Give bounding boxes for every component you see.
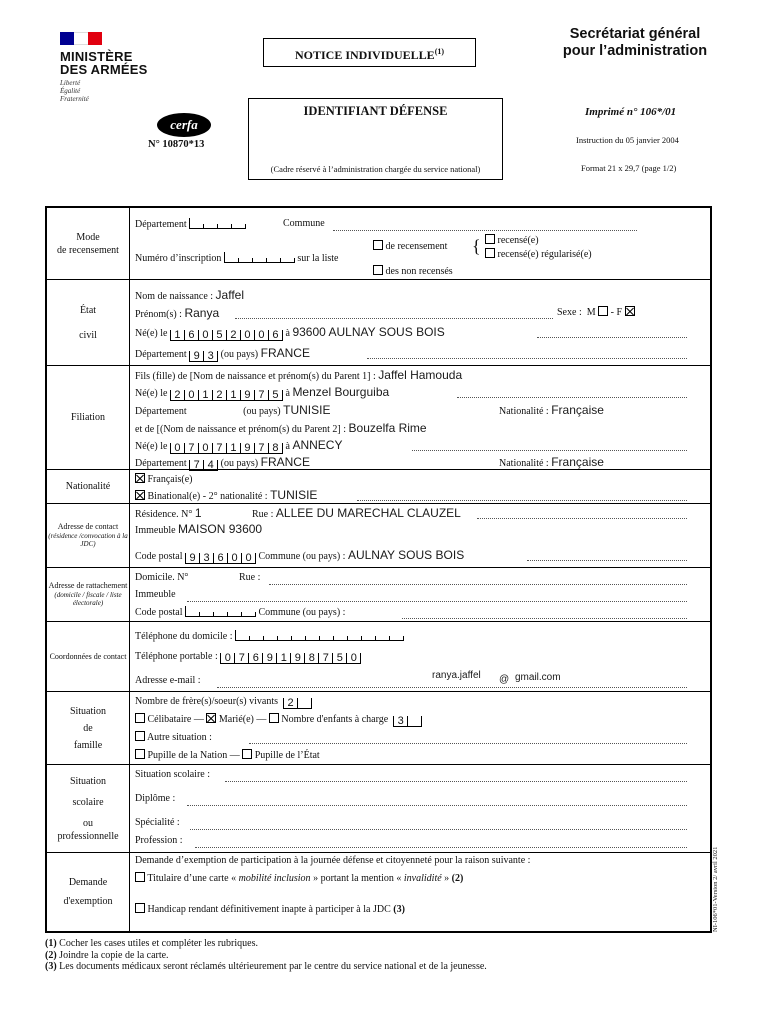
cerfa-logo: cerfa xyxy=(157,113,211,137)
domicile-field[interactable] xyxy=(135,572,188,583)
p1-pays-field[interactable] xyxy=(135,403,330,417)
checkbox-celibataire[interactable] xyxy=(135,713,145,723)
row-exemption xyxy=(47,853,710,931)
p1-a: à xyxy=(285,388,290,399)
ne-le-label: Né(e) le xyxy=(135,328,168,339)
imprime-number: Imprimé n° 106*/01 xyxy=(585,106,677,118)
francais-option[interactable] xyxy=(135,473,192,485)
label-contact-1: Adresse de contact xyxy=(57,522,119,532)
email-line xyxy=(217,687,687,688)
immeuble-value: MAISON 93600 xyxy=(178,522,263,536)
label-ratt-2: (domicile / fiscale / liste électorale) xyxy=(54,590,122,608)
diplome-label: Diplôme : xyxy=(135,793,176,804)
fn2-text: Joindre la copie de la carte. xyxy=(59,949,169,961)
tel-digit: 7 xyxy=(235,653,249,664)
immeuble-field[interactable] xyxy=(135,522,262,536)
parent2-value: Bouzelfa Rime xyxy=(348,421,427,435)
birth-digit: 0 xyxy=(255,330,269,341)
p2-birth-digit: 7 xyxy=(213,443,227,454)
fn3-text: Les documents médicaux seront réclamés ultérieurement par le centre du service national et de la jeunesse. xyxy=(59,961,487,972)
p1-ne-le: Né(e) le xyxy=(135,388,168,399)
freres-label: Nombre de frère(s)/soeur(s) vivants xyxy=(135,696,279,707)
row-mode-recensement xyxy=(47,208,710,280)
checkbox-binational[interactable] xyxy=(135,490,145,500)
row-adresse-contact xyxy=(47,504,710,568)
cp-digit: 9 xyxy=(186,553,200,564)
footnotes xyxy=(45,938,487,973)
label-exemption xyxy=(47,853,130,931)
etat-matrimonial[interactable] xyxy=(135,713,422,727)
cp-digit: 0 xyxy=(228,553,242,564)
form-table xyxy=(45,206,712,933)
birth-date-boxes[interactable] xyxy=(170,330,283,341)
label-exe-1: Demande xyxy=(68,877,108,888)
p1-birth-digit: 5 xyxy=(269,390,283,401)
notice-title-text: NOTICE INDIVIDUELLE xyxy=(294,48,435,62)
checkbox-non-recenses[interactable] xyxy=(373,265,383,275)
p1-birth-digit: 2 xyxy=(213,390,227,401)
mode-recense-label: recensé(e) xyxy=(497,235,539,246)
birth-place-line xyxy=(537,337,687,338)
ou-pays-label: (ou pays) xyxy=(220,349,259,360)
cp-digit: 3 xyxy=(200,553,214,564)
p1-birth-boxes[interactable] xyxy=(170,390,283,401)
cerfa-number: N° 10870*13 xyxy=(148,139,205,150)
side-reference xyxy=(712,812,726,932)
mode-non-recenses-label: des non recensés xyxy=(385,266,453,277)
format-info: Format 21 x 29,7 (page 1/2) xyxy=(581,163,677,173)
tel-domicile-boxes[interactable] xyxy=(235,630,404,641)
nom-naissance-field[interactable] xyxy=(135,288,244,302)
row-scolaire xyxy=(47,765,710,853)
ratt-commune-label: Commune (ou pays) : xyxy=(258,607,346,618)
email-label: Adresse e-mail : xyxy=(135,675,201,686)
p2-birth-digit: 0 xyxy=(171,443,185,454)
sexe-label: Sexe : xyxy=(557,307,582,318)
cp-label: Code postal xyxy=(135,551,183,562)
ministry-name-line2: DES ARMÉES xyxy=(60,62,148,77)
handicap-text: Handicap rendant définitivement inapte à participer à la JDC xyxy=(147,904,391,915)
cp-field[interactable] xyxy=(135,548,464,564)
p2-birth-digit: 8 xyxy=(269,443,283,454)
email-user: ranya.jaffel xyxy=(432,670,481,681)
identifiant-defense-box xyxy=(248,98,503,180)
label-etat-civil xyxy=(47,280,130,365)
autre-label: Autre situation : xyxy=(146,732,212,743)
label-fam-1: Situation xyxy=(69,705,107,717)
email-at: @ xyxy=(499,674,510,685)
tel-digit: 9 xyxy=(291,653,305,664)
ratt-cp-boxes[interactable] xyxy=(185,606,256,617)
birth-digit: 0 xyxy=(199,330,213,341)
label-civil: civil xyxy=(79,329,97,341)
label-etat: État xyxy=(79,304,97,316)
p2-dept-digit: 7 xyxy=(190,460,204,471)
handicap-ref: (3) xyxy=(393,904,405,915)
checkbox-recense-regularise[interactable] xyxy=(485,248,495,258)
sexe-f-label: F xyxy=(616,307,623,318)
tel-digit: 7 xyxy=(319,653,333,664)
motto-egalite: Égalité xyxy=(60,87,81,95)
checkbox-sexe-m[interactable] xyxy=(598,306,608,316)
ratt-rue-label: Rue : xyxy=(239,572,261,583)
carte-text-d: invalidité xyxy=(403,873,442,884)
ratt-cp-label: Code postal xyxy=(135,607,183,618)
residence-field[interactable] xyxy=(135,506,202,520)
immeuble-label: Immeuble xyxy=(135,525,176,536)
p2-ne-le: Né(e) le xyxy=(135,441,168,452)
side-reference-text: NI-106*01-Version 2/ avril 2021 xyxy=(712,846,719,932)
checkbox-marie[interactable] xyxy=(206,713,216,723)
rue-line xyxy=(477,518,687,519)
sexe-field[interactable] xyxy=(557,306,635,318)
freres-boxes[interactable] xyxy=(283,698,312,709)
fn1-text: Cocher les cases utiles et compléter les rubriques. xyxy=(59,938,258,949)
tel-digit: 0 xyxy=(347,653,361,664)
ministry-name-line1: MINISTÈRE xyxy=(60,49,133,64)
p2-dept-label: Département xyxy=(135,458,187,469)
birth-digit: 0 xyxy=(241,330,255,341)
mode-commune-label: Commune xyxy=(283,218,325,229)
ratt-immeuble-line[interactable] xyxy=(187,601,687,602)
p2-birth-digit: 1 xyxy=(227,443,241,454)
checkbox-de-recensement[interactable] xyxy=(373,240,383,250)
motto-fraternite: Fraternité xyxy=(60,95,89,103)
parent1-field[interactable] xyxy=(135,368,462,382)
birth-digit: 6 xyxy=(269,330,283,341)
mode-departement-label: Département xyxy=(135,219,187,230)
p2-dept-digit: 4 xyxy=(204,460,218,471)
footnote-1 xyxy=(45,938,487,950)
label-adresse-contact xyxy=(47,504,130,567)
p2-ou-pays: (ou pays) xyxy=(220,458,259,469)
fn1-num: (1) xyxy=(45,938,57,949)
francais-label: Français(e) xyxy=(147,474,193,485)
departement-field[interactable] xyxy=(135,346,310,362)
sg-line1: Secrétariat général xyxy=(569,26,701,42)
commune-value: AULNAY SOUS BOIS xyxy=(347,548,465,562)
mode-non-recenses[interactable] xyxy=(373,265,453,277)
dept-label: Département xyxy=(135,349,187,360)
checkbox-carte-invalidite[interactable] xyxy=(135,872,145,882)
motto-liberte: Liberté xyxy=(60,79,81,87)
mode-recense-regularise[interactable] xyxy=(485,248,592,260)
cp-digit: 6 xyxy=(214,553,228,564)
mode-inscription-boxes[interactable] xyxy=(224,252,295,263)
tel-portable-label: Téléphone portable : xyxy=(135,651,218,662)
exemption-intro: Demande d’exemption de participation à la journée défense et citoyenneté pour la raison suivante : xyxy=(135,855,531,866)
exemption-carte[interactable] xyxy=(135,872,463,884)
parent1-value: Jaffel Hamouda xyxy=(378,368,463,382)
p1-place-line xyxy=(457,397,687,398)
parent2-field[interactable] xyxy=(135,421,427,435)
mode-inscription[interactable] xyxy=(135,252,338,264)
birth-digit: 2 xyxy=(227,330,241,341)
tel-digit: 0 xyxy=(221,653,235,664)
p2-birth-place: ANNECY xyxy=(292,438,343,452)
autre-situation[interactable] xyxy=(135,731,212,743)
tel-digit: 8 xyxy=(305,653,319,664)
p1-birth-digit: 0 xyxy=(185,390,199,401)
p1-pays: TUNISIE xyxy=(283,403,331,417)
p1-birth-digit: 2 xyxy=(171,390,185,401)
dept-digit: 3 xyxy=(204,351,218,362)
ratt-immeuble-label: Immeuble xyxy=(135,589,176,600)
p1-ou-pays: (ou pays) xyxy=(243,406,281,417)
profession-line[interactable] xyxy=(195,847,687,848)
marie-label: Marié(e) — xyxy=(218,714,267,725)
label-mode-1: Mode xyxy=(76,231,100,243)
ratt-rue-line[interactable] xyxy=(269,584,687,585)
checkbox-recense[interactable] xyxy=(485,234,495,244)
checkbox-enfants[interactable] xyxy=(269,713,279,723)
tel-domicile-field[interactable] xyxy=(135,630,404,642)
label-ratt-1: Adresse de rattachement xyxy=(48,581,128,591)
enfants-value: 3 xyxy=(394,716,408,727)
checkbox-handicap[interactable] xyxy=(135,903,145,913)
ratt-commune-line[interactable] xyxy=(402,618,687,619)
label-sco-2: scolaire xyxy=(72,796,104,808)
domicile-label: Domicile. N° xyxy=(135,572,189,583)
nom-naissance-value: Jaffel xyxy=(215,288,245,302)
rue-field[interactable] xyxy=(252,506,461,520)
label-mode-2: de recensement xyxy=(57,244,119,256)
birth-digit: 1 xyxy=(171,330,185,341)
residence-numero: 1 xyxy=(194,506,202,520)
label-mode xyxy=(47,208,130,279)
carte-text-a: Titulaire d’une carte « xyxy=(147,873,237,884)
fn2-num: (2) xyxy=(45,949,57,961)
enfants-boxes[interactable] xyxy=(393,716,422,727)
checkbox-sexe-f[interactable] xyxy=(625,306,635,316)
mode-commune-line[interactable] xyxy=(333,230,637,231)
label-filiation: Filiation xyxy=(47,366,130,469)
email-domain: gmail.com xyxy=(515,672,561,683)
label-sco-1: Situation xyxy=(69,775,107,787)
autre-line[interactable] xyxy=(249,743,687,744)
row-nationalite xyxy=(47,470,710,504)
label-scolaire xyxy=(47,765,130,852)
mode-de-recensement[interactable] xyxy=(373,240,447,252)
instruction-date: Instruction du 05 janvier 2004 xyxy=(576,135,679,145)
p2-pays: FRANCE xyxy=(260,455,310,469)
checkbox-autre[interactable] xyxy=(135,731,145,741)
pupille-etat-label: Pupille de l’État xyxy=(254,750,320,761)
pays-line xyxy=(367,358,687,359)
dept-boxes[interactable] xyxy=(189,351,218,362)
freres-field[interactable] xyxy=(135,696,312,709)
date-naissance-field[interactable] xyxy=(135,325,445,341)
french-flag-icon xyxy=(60,32,102,45)
label-coordonnees: Coordonnées de contact xyxy=(47,622,130,691)
parent1-label: Fils (fille) de [Nom de naissance et prénom(s) du Parent 1] : xyxy=(135,371,376,382)
ministry-logo xyxy=(48,22,160,122)
p2-nat-value: Française xyxy=(551,455,604,469)
label-exe-2: d'exemption xyxy=(63,896,113,907)
p2-place-line xyxy=(412,450,687,451)
row-etat-civil xyxy=(47,280,710,366)
parent2-label: et de [(Nom de naissance et prénom(s) du Parent 2] : xyxy=(135,424,347,435)
binational-label: Binational(e) - 2° nationalité : xyxy=(147,491,268,502)
mode-departement[interactable] xyxy=(135,218,246,230)
second-nationalite: TUNISIE xyxy=(270,488,318,502)
checkbox-pupille-etat[interactable] xyxy=(242,749,252,759)
sexe-sep: - xyxy=(610,307,614,318)
row-famille xyxy=(47,692,710,765)
profession-label: Profession : xyxy=(135,835,183,846)
label-sco-3: ou xyxy=(83,817,93,829)
label-fam-2: de xyxy=(83,722,93,734)
nom-naissance-label: Nom de naissance : xyxy=(135,291,214,302)
label-nationalite: Nationalité xyxy=(47,470,130,503)
enfants-label: Nombre d'enfants à charge xyxy=(281,714,389,725)
tel-digit: 1 xyxy=(277,653,291,664)
cp-digit: 0 xyxy=(242,553,256,564)
mode-sur-liste: sur la liste xyxy=(297,253,339,264)
footnote-3 xyxy=(45,961,487,973)
mode-regularise-label: recensé(e) régularisé(e) xyxy=(497,249,592,260)
p1-birth-place: Menzel Bourguiba xyxy=(292,385,390,399)
p2-birth-boxes[interactable] xyxy=(170,443,283,454)
checkbox-francais[interactable] xyxy=(135,473,145,483)
tel-portable-field[interactable] xyxy=(135,651,361,664)
tel-portable-boxes[interactable] xyxy=(220,653,361,664)
a-label: à xyxy=(285,328,290,339)
p1-birth-digit: 1 xyxy=(199,390,213,401)
prenoms-value: Ranya xyxy=(184,306,220,320)
sexe-m-label: M xyxy=(586,307,596,318)
birth-digit: 5 xyxy=(213,330,227,341)
email-field[interactable] xyxy=(135,675,201,686)
p2-birth-digit: 7 xyxy=(255,443,269,454)
exemption-handicap[interactable] xyxy=(135,903,405,915)
p2-birth-digit: 9 xyxy=(241,443,255,454)
prenoms-line xyxy=(235,318,553,319)
specialite-label: Spécialité : xyxy=(135,817,180,828)
prenoms-label: Prénom(s) : xyxy=(135,309,182,320)
rue-value: ALLEE DU MARECHAL CLAUZEL xyxy=(275,506,461,520)
tel-digit: 5 xyxy=(333,653,347,664)
prenoms-field[interactable] xyxy=(135,306,219,320)
notice-footnote-ref: (1) xyxy=(434,47,445,56)
label-adresse-rattachement xyxy=(47,568,130,621)
footnote-2 xyxy=(45,950,487,962)
binational-option[interactable] xyxy=(135,488,317,502)
residence-label: Résidence. N° xyxy=(135,509,193,520)
fn3-num: (3) xyxy=(45,961,57,972)
carte-ref: (2) xyxy=(451,873,464,884)
dept-digit: 9 xyxy=(190,351,204,362)
cp-boxes[interactable] xyxy=(185,553,256,564)
commune-label: Commune (ou pays) : xyxy=(258,551,346,562)
p1-dept-label: Département xyxy=(135,406,187,417)
p1-nat-label: Nationalité : xyxy=(499,406,549,417)
row-coordonnees xyxy=(47,622,710,692)
pupille-options[interactable] xyxy=(135,749,320,761)
p2-birth-digit: 7 xyxy=(185,443,199,454)
carte-text-c: » portant la mention « xyxy=(313,873,402,884)
pupille-nation-label: Pupille de la Nation — xyxy=(147,750,240,761)
birth-place-value: 93600 AULNAY SOUS BOIS xyxy=(292,325,445,339)
ratt-cp-field[interactable] xyxy=(135,606,345,618)
p1-birth-digit: 9 xyxy=(241,390,255,401)
commune-line xyxy=(527,560,687,561)
label-famille xyxy=(47,692,130,764)
situation-scolaire-label: Situation scolaire : xyxy=(135,769,210,780)
mode-inscription-label: Numéro d’inscription xyxy=(135,253,222,264)
birth-digit: 6 xyxy=(185,330,199,341)
pays-value: FRANCE xyxy=(260,346,310,360)
freres-value: 2 xyxy=(284,698,298,709)
p2-nationalite-field[interactable] xyxy=(499,455,604,469)
row-adresse-rattachement xyxy=(47,568,710,622)
checkbox-pupille-nation[interactable] xyxy=(135,749,145,759)
tel-digit: 6 xyxy=(249,653,263,664)
tel-domicile-label: Téléphone du domicile : xyxy=(135,631,233,642)
identifiant-title: IDENTIFIANT DÉFENSE xyxy=(303,104,448,118)
identifiant-subtitle: (Cadre réservé à l’administration chargée du service national) xyxy=(270,164,481,174)
mode-recense[interactable] xyxy=(485,234,539,246)
carte-text-b: mobilité inclusion xyxy=(238,873,311,884)
p1-nationalite-field[interactable] xyxy=(499,403,604,417)
p2-birth-digit: 0 xyxy=(199,443,213,454)
label-contact-2: (résidence /convocation à la JDC) xyxy=(48,531,128,549)
label-fam-3: famille xyxy=(73,739,103,751)
celibataire-label: Célibataire — xyxy=(147,714,204,725)
label-sco-4: professionnelle xyxy=(57,830,119,842)
diplome-line[interactable] xyxy=(187,805,687,806)
p1-birth-field[interactable] xyxy=(135,385,389,401)
row-filiation xyxy=(47,366,710,470)
secretariat-heading xyxy=(540,26,730,60)
nationalite-line xyxy=(357,500,687,501)
p1-birth-digit: 7 xyxy=(255,390,269,401)
specialite-line[interactable] xyxy=(190,829,687,830)
p2-pays-field[interactable] xyxy=(135,455,310,471)
sg-line2: pour l’administration xyxy=(562,43,708,59)
situation-scolaire-line[interactable] xyxy=(225,781,687,782)
rue-label: Rue : xyxy=(252,509,274,520)
p1-birth-digit: 1 xyxy=(227,390,241,401)
tel-digit: 9 xyxy=(263,653,277,664)
p2-nat-label: Nationalité : xyxy=(499,458,549,469)
p1-nat-value: Française xyxy=(551,403,604,417)
p2-a: à xyxy=(285,441,290,452)
notice-title xyxy=(263,38,476,67)
mode-departement-boxes[interactable] xyxy=(189,218,246,229)
p2-birth-field[interactable] xyxy=(135,438,342,454)
carte-text-e: » xyxy=(444,873,450,884)
brace-icon: { xyxy=(472,236,481,256)
mode-de-recensement-label: de recensement xyxy=(385,241,448,252)
